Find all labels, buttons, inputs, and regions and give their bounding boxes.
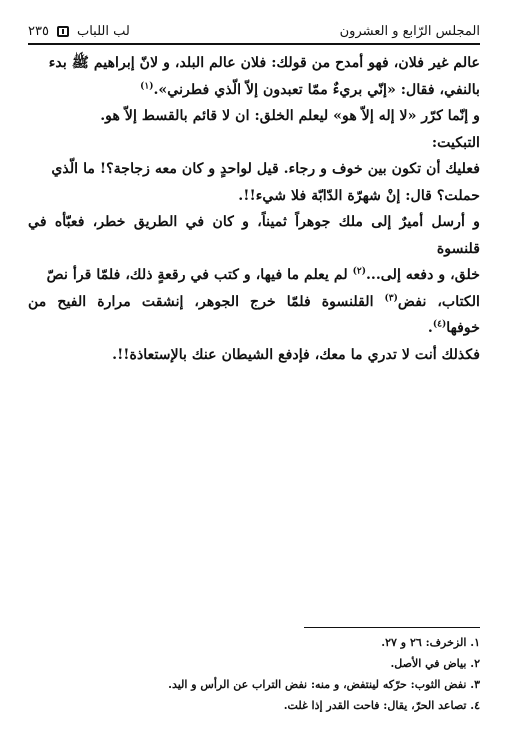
footnote-3: ٣. نفض الثوب: حرّكه لينتفض، و منه: نفض التراب عن الرأس و اليد. <box>168 678 480 691</box>
header-rule <box>28 43 480 45</box>
footnote-ref-2[interactable]: (٢) <box>352 266 366 277</box>
running-title: المجلس الرّابع و العشرون <box>339 23 480 39</box>
main-text <box>28 50 480 368</box>
footnotes <box>28 632 480 716</box>
text-line: و أرسل أميرٌ إلى ملك جوهراً ثميناً، و كان في الطريق خطر، فعبّأه في قلنسوة <box>28 214 480 257</box>
text-line: عالم غير فلان، فهو أمدح من قولك: فلان عالم البلد، و لانّ إبراهيم ﷺ بدء <box>48 55 480 71</box>
page-header <box>28 20 480 42</box>
page-number: ٢٣٥ <box>28 23 49 39</box>
footnote-ref-3[interactable]: (٣) <box>384 292 398 303</box>
header-book-group <box>28 24 130 39</box>
book-title: لب اللباب <box>76 23 130 39</box>
text-line: حملت؟ قال: إنْ شهرّة الدّابّة فلا شيء!!. <box>238 187 480 204</box>
section-heading: التبكيت: <box>431 134 480 151</box>
footnote-ref-4[interactable]: (٤) <box>432 319 447 330</box>
footnote-rule <box>304 627 480 628</box>
footnote-4: ٤. تصاعد الحرّ، يقال: فاحت القدر إذا غلت. <box>283 699 480 712</box>
book-icon <box>57 26 69 37</box>
text-line: فعليك أن تكون بين خوف و رجاء. قيل لواحدٍ و كان معه زجاجة؟! ما الّذي <box>51 161 480 177</box>
text-line: و إنّما كرّر «لا إله إلاّ هو» ليعلم الخلق: ان لا قائم بالقسط إلاّ هو. <box>100 108 480 124</box>
text-line: الكتاب، نفض$^{(٣)}$ القلنسوة فلمّا خرج الجوهر، إنشقت مرارة الفيح من خوفها$^{(٤)}$. <box>28 292 480 336</box>
footnote-2: ٢. بياض في الأصل. <box>390 657 480 670</box>
text-line: خلق، و دفعه إلى...$^{(٢)}$ لم يعلم ما فيها، و كتب في رقعةٍ ذلك، فلمّا قرأ نصّ <box>46 266 480 283</box>
text-line: فكذلك أنت لا تدري ما معك، فإدفع الشيطان عنك بالإستعاذة!!. <box>112 346 480 363</box>
text-line: بالنفي، فقال: «إنّي بريءٌ ممّا تعبدون إلاّ الّذي فطرني».$^{(١)}$ <box>140 80 480 98</box>
footnote-1: ١. الزخرف: ٢٦ و ٢٧. <box>381 636 480 649</box>
footnote-ref-1[interactable]: (١) <box>140 80 154 91</box>
